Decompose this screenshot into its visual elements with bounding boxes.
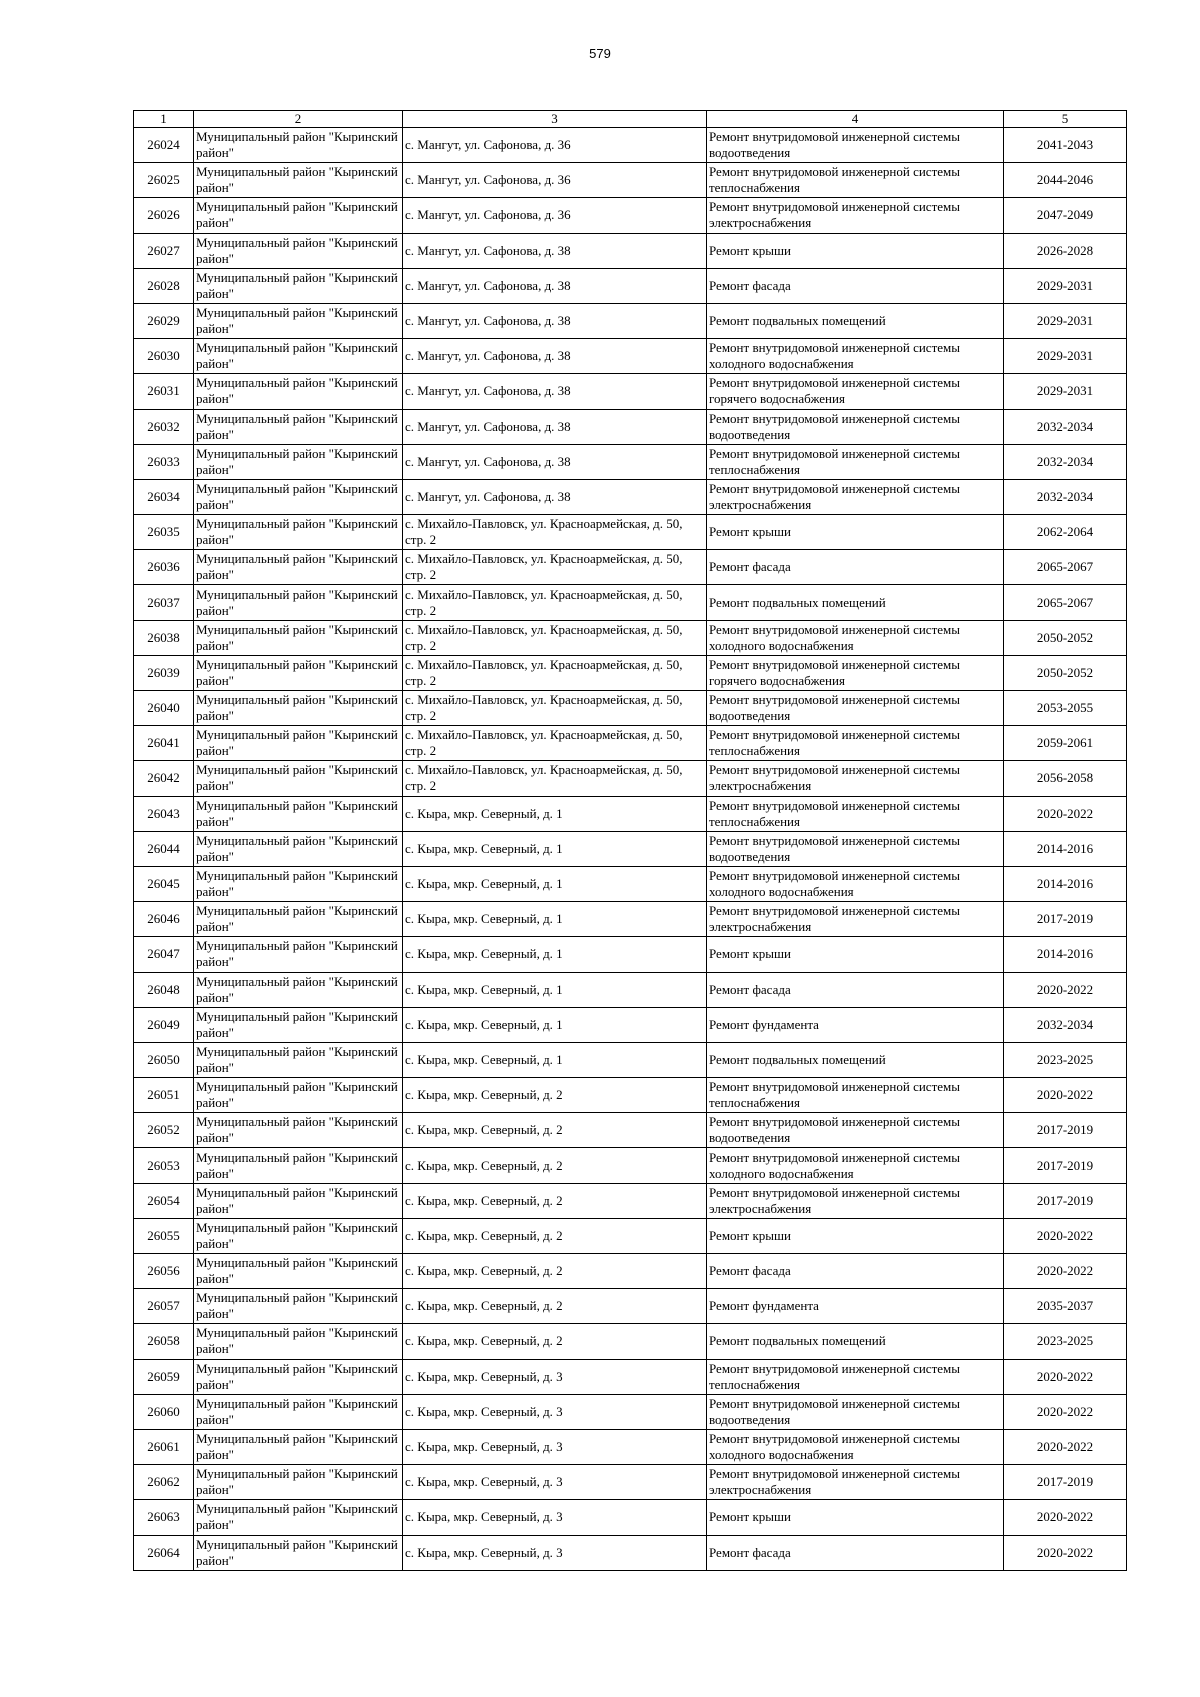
table-row [134,1254,1127,1289]
table-row [134,585,1127,620]
work-type-cell: Ремонт внутридомовой инженерной системы теплоснабжения [707,726,1004,761]
municipality-cell: Муниципальный район "Кыринский район" [194,1535,403,1570]
municipality-cell: Муниципальный район "Кыринский район" [194,1148,403,1183]
row-number: 26027 [134,233,194,268]
table-row [134,444,1127,479]
address-cell: с. Кыра, мкр. Северный, д. 2 [403,1183,707,1218]
work-type-cell: Ремонт фасада [707,268,1004,303]
row-number: 26032 [134,409,194,444]
row-number: 26048 [134,972,194,1007]
table-row [134,866,1127,901]
address-cell: с. Кыра, мкр. Северный, д. 1 [403,1007,707,1042]
row-number: 26038 [134,620,194,655]
row-number: 26058 [134,1324,194,1359]
municipality-cell: Муниципальный район "Кыринский район" [194,198,403,233]
period-cell: 2023-2025 [1004,1324,1127,1359]
table-row [134,796,1127,831]
row-number: 26063 [134,1500,194,1535]
work-type-cell: Ремонт внутридомовой инженерной системы водоотведения [707,831,1004,866]
table-row [134,1465,1127,1500]
work-type-cell: Ремонт внутридомовой инженерной системы электроснабжения [707,761,1004,796]
table-row [134,515,1127,550]
work-type-cell: Ремонт подвальных помещений [707,1042,1004,1077]
address-cell: с. Кыра, мкр. Северный, д. 3 [403,1500,707,1535]
table-row [134,374,1127,409]
row-number: 26030 [134,339,194,374]
period-cell: 2056-2058 [1004,761,1127,796]
municipality-cell: Муниципальный район "Кыринский район" [194,233,403,268]
work-type-cell: Ремонт крыши [707,515,1004,550]
address-cell: с. Мангут, ул. Сафонова, д. 38 [403,479,707,514]
municipality-cell: Муниципальный район "Кыринский район" [194,1359,403,1394]
row-number: 26060 [134,1394,194,1429]
municipality-cell: Муниципальный район "Кыринский район" [194,409,403,444]
period-cell: 2035-2037 [1004,1289,1127,1324]
address-cell: с. Мангут, ул. Сафонова, д. 38 [403,374,707,409]
table-row [134,1183,1127,1218]
row-number: 26026 [134,198,194,233]
period-cell: 2041-2043 [1004,128,1127,163]
address-cell: с. Михайло-Павловск, ул. Красноармейская, д. 50, стр. 2 [403,691,707,726]
table-row [134,761,1127,796]
address-cell: с. Кыра, мкр. Северный, д. 3 [403,1429,707,1464]
municipality-cell: Муниципальный район "Кыринский район" [194,128,403,163]
work-type-cell: Ремонт внутридомовой инженерной системы холодного водоснабжения [707,339,1004,374]
repair-schedule-table [133,110,1127,1571]
work-type-cell: Ремонт подвальных помещений [707,1324,1004,1359]
municipality-cell: Муниципальный район "Кыринский район" [194,268,403,303]
work-type-cell: Ремонт внутридомовой инженерной системы горячего водоснабжения [707,374,1004,409]
table-row [134,409,1127,444]
row-number: 26053 [134,1148,194,1183]
address-cell: с. Мангут, ул. Сафонова, д. 36 [403,163,707,198]
address-cell: с. Кыра, мкр. Северный, д. 2 [403,1113,707,1148]
period-cell: 2020-2022 [1004,1394,1127,1429]
address-cell: с. Кыра, мкр. Северный, д. 2 [403,1218,707,1253]
period-cell: 2053-2055 [1004,691,1127,726]
row-number: 26062 [134,1465,194,1500]
table-row [134,163,1127,198]
period-cell: 2050-2052 [1004,655,1127,690]
period-cell: 2017-2019 [1004,1113,1127,1148]
work-type-cell: Ремонт фундамента [707,1007,1004,1042]
work-type-cell: Ремонт внутридомовой инженерной системы теплоснабжения [707,163,1004,198]
table-row [134,198,1127,233]
period-cell: 2020-2022 [1004,1254,1127,1289]
row-number: 26033 [134,444,194,479]
period-cell: 2065-2067 [1004,585,1127,620]
period-cell: 2029-2031 [1004,339,1127,374]
period-cell: 2032-2034 [1004,479,1127,514]
address-cell: с. Михайло-Павловск, ул. Красноармейская, д. 50, стр. 2 [403,726,707,761]
address-cell: с. Мангут, ул. Сафонова, д. 38 [403,233,707,268]
address-cell: с. Кыра, мкр. Северный, д. 1 [403,866,707,901]
table-row [134,1007,1127,1042]
address-cell: с. Кыра, мкр. Северный, д. 1 [403,972,707,1007]
period-cell: 2020-2022 [1004,1535,1127,1570]
period-cell: 2017-2019 [1004,1148,1127,1183]
table-row [134,726,1127,761]
address-cell: с. Мангут, ул. Сафонова, д. 38 [403,268,707,303]
work-type-cell: Ремонт внутридомовой инженерной системы холодного водоснабжения [707,1429,1004,1464]
row-number: 26039 [134,655,194,690]
work-type-cell: Ремонт подвальных помещений [707,585,1004,620]
address-cell: с. Михайло-Павловск, ул. Красноармейская, д. 50, стр. 2 [403,761,707,796]
period-cell: 2062-2064 [1004,515,1127,550]
row-number: 26055 [134,1218,194,1253]
work-type-cell: Ремонт крыши [707,233,1004,268]
table-row [134,303,1127,338]
address-cell: с. Михайло-Павловск, ул. Красноармейская, д. 50, стр. 2 [403,585,707,620]
table-body [134,128,1127,1571]
municipality-cell: Муниципальный район "Кыринский район" [194,479,403,514]
address-cell: с. Мангут, ул. Сафонова, д. 36 [403,198,707,233]
row-number: 26051 [134,1078,194,1113]
work-type-cell: Ремонт фасада [707,1535,1004,1570]
header-col-4: 4 [707,111,1004,128]
period-cell: 2017-2019 [1004,1465,1127,1500]
address-cell: с. Кыра, мкр. Северный, д. 3 [403,1359,707,1394]
table-row [134,233,1127,268]
address-cell: с. Михайло-Павловск, ул. Красноармейская, д. 50, стр. 2 [403,655,707,690]
work-type-cell: Ремонт внутридомовой инженерной системы электроснабжения [707,1183,1004,1218]
municipality-cell: Муниципальный район "Кыринский район" [194,1500,403,1535]
row-number: 26045 [134,866,194,901]
header-col-5: 5 [1004,111,1127,128]
period-cell: 2047-2049 [1004,198,1127,233]
period-cell: 2029-2031 [1004,374,1127,409]
table-row [134,1535,1127,1570]
period-cell: 2029-2031 [1004,303,1127,338]
row-number: 26040 [134,691,194,726]
row-number: 26047 [134,937,194,972]
work-type-cell: Ремонт внутридомовой инженерной системы горячего водоснабжения [707,655,1004,690]
municipality-cell: Муниципальный район "Кыринский район" [194,1042,403,1077]
period-cell: 2032-2034 [1004,444,1127,479]
table-row [134,1394,1127,1429]
address-cell: с. Кыра, мкр. Северный, д. 3 [403,1394,707,1429]
municipality-cell: Муниципальный район "Кыринский район" [194,902,403,937]
municipality-cell: Муниципальный район "Кыринский район" [194,866,403,901]
municipality-cell: Муниципальный район "Кыринский район" [194,1007,403,1042]
municipality-cell: Муниципальный район "Кыринский район" [194,303,403,338]
address-cell: с. Мангут, ул. Сафонова, д. 38 [403,409,707,444]
period-cell: 2065-2067 [1004,550,1127,585]
period-cell: 2029-2031 [1004,268,1127,303]
municipality-cell: Муниципальный район "Кыринский район" [194,655,403,690]
period-cell: 2017-2019 [1004,902,1127,937]
period-cell: 2044-2046 [1004,163,1127,198]
row-number: 26049 [134,1007,194,1042]
municipality-cell: Муниципальный район "Кыринский район" [194,585,403,620]
municipality-cell: Муниципальный район "Кыринский район" [194,339,403,374]
period-cell: 2020-2022 [1004,1429,1127,1464]
work-type-cell: Ремонт внутридомовой инженерной системы водоотведения [707,128,1004,163]
work-type-cell: Ремонт внутридомовой инженерной системы теплоснабжения [707,1359,1004,1394]
address-cell: с. Кыра, мкр. Северный, д. 2 [403,1289,707,1324]
table-row [134,831,1127,866]
table-row [134,479,1127,514]
period-cell: 2020-2022 [1004,1218,1127,1253]
page-number: 579 [589,46,611,61]
municipality-cell: Муниципальный район "Кыринский район" [194,1078,403,1113]
work-type-cell: Ремонт подвальных помещений [707,303,1004,338]
address-cell: с. Кыра, мкр. Северный, д. 3 [403,1535,707,1570]
period-cell: 2020-2022 [1004,1078,1127,1113]
table-row [134,937,1127,972]
period-cell: 2023-2025 [1004,1042,1127,1077]
address-cell: с. Мангут, ул. Сафонова, д. 38 [403,444,707,479]
row-number: 26059 [134,1359,194,1394]
work-type-cell: Ремонт внутридомовой инженерной системы электроснабжения [707,1465,1004,1500]
municipality-cell: Муниципальный район "Кыринский район" [194,1183,403,1218]
work-type-cell: Ремонт внутридомовой инженерной системы электроснабжения [707,902,1004,937]
municipality-cell: Муниципальный район "Кыринский район" [194,1394,403,1429]
row-number: 26042 [134,761,194,796]
row-number: 26031 [134,374,194,409]
table-row [134,339,1127,374]
work-type-cell: Ремонт внутридомовой инженерной системы теплоснабжения [707,796,1004,831]
municipality-cell: Муниципальный район "Кыринский район" [194,515,403,550]
row-number: 26029 [134,303,194,338]
municipality-cell: Муниципальный район "Кыринский район" [194,1113,403,1148]
municipality-cell: Муниципальный район "Кыринский район" [194,726,403,761]
row-number: 26046 [134,902,194,937]
municipality-cell: Муниципальный район "Кыринский район" [194,163,403,198]
municipality-cell: Муниципальный район "Кыринский район" [194,1218,403,1253]
table-row [134,1113,1127,1148]
municipality-cell: Муниципальный район "Кыринский район" [194,761,403,796]
header-row [134,111,1127,128]
address-cell: с. Кыра, мкр. Северный, д. 1 [403,796,707,831]
municipality-cell: Муниципальный район "Кыринский район" [194,1254,403,1289]
work-type-cell: Ремонт внутридомовой инженерной системы холодного водоснабжения [707,866,1004,901]
address-cell: с. Мангут, ул. Сафонова, д. 36 [403,128,707,163]
table-row [134,1324,1127,1359]
table-row [134,972,1127,1007]
row-number: 26024 [134,128,194,163]
address-cell: с. Кыра, мкр. Северный, д. 2 [403,1254,707,1289]
work-type-cell: Ремонт внутридомовой инженерной системы электроснабжения [707,479,1004,514]
municipality-cell: Муниципальный район "Кыринский район" [194,1429,403,1464]
period-cell: 2032-2034 [1004,409,1127,444]
municipality-cell: Муниципальный район "Кыринский район" [194,374,403,409]
work-type-cell: Ремонт фасада [707,972,1004,1007]
table-row [134,550,1127,585]
period-cell: 2032-2034 [1004,1007,1127,1042]
row-number: 26028 [134,268,194,303]
work-type-cell: Ремонт внутридомовой инженерной системы теплоснабжения [707,1078,1004,1113]
period-cell: 2020-2022 [1004,796,1127,831]
row-number: 26037 [134,585,194,620]
work-type-cell: Ремонт фундамента [707,1289,1004,1324]
work-type-cell: Ремонт внутридомовой инженерной системы холодного водоснабжения [707,620,1004,655]
table-row [134,1042,1127,1077]
table-row [134,1500,1127,1535]
address-cell: с. Кыра, мкр. Северный, д. 1 [403,831,707,866]
row-number: 26056 [134,1254,194,1289]
row-number: 26035 [134,515,194,550]
municipality-cell: Муниципальный район "Кыринский район" [194,972,403,1007]
work-type-cell: Ремонт внутридомовой инженерной системы холодного водоснабжения [707,1148,1004,1183]
work-type-cell: Ремонт внутридомовой инженерной системы водоотведения [707,1394,1004,1429]
table-row [134,1148,1127,1183]
row-number: 26061 [134,1429,194,1464]
period-cell: 2020-2022 [1004,1359,1127,1394]
municipality-cell: Муниципальный район "Кыринский район" [194,1465,403,1500]
address-cell: с. Михайло-Павловск, ул. Красноармейская, д. 50, стр. 2 [403,550,707,585]
table-row [134,128,1127,163]
municipality-cell: Муниципальный район "Кыринский район" [194,796,403,831]
address-cell: с. Кыра, мкр. Северный, д. 2 [403,1148,707,1183]
period-cell: 2014-2016 [1004,866,1127,901]
address-cell: с. Кыра, мкр. Северный, д. 1 [403,937,707,972]
period-cell: 2014-2016 [1004,831,1127,866]
address-cell: с. Кыра, мкр. Северный, д. 1 [403,902,707,937]
work-type-cell: Ремонт фасада [707,1254,1004,1289]
municipality-cell: Муниципальный район "Кыринский район" [194,1324,403,1359]
work-type-cell: Ремонт фасада [707,550,1004,585]
work-type-cell: Ремонт крыши [707,1218,1004,1253]
municipality-cell: Муниципальный район "Кыринский район" [194,691,403,726]
period-cell: 2020-2022 [1004,972,1127,1007]
table-row [134,1218,1127,1253]
row-number: 26036 [134,550,194,585]
table-row [134,655,1127,690]
table-row [134,691,1127,726]
municipality-cell: Муниципальный район "Кыринский район" [194,1289,403,1324]
period-cell: 2050-2052 [1004,620,1127,655]
row-number: 26064 [134,1535,194,1570]
address-cell: с. Кыра, мкр. Северный, д. 3 [403,1465,707,1500]
row-number: 26054 [134,1183,194,1218]
row-number: 26025 [134,163,194,198]
municipality-cell: Муниципальный район "Кыринский район" [194,444,403,479]
row-number: 26044 [134,831,194,866]
table-row [134,620,1127,655]
address-cell: с. Михайло-Павловск, ул. Красноармейская, д. 50, стр. 2 [403,515,707,550]
table-row [134,1078,1127,1113]
municipality-cell: Муниципальный район "Кыринский район" [194,831,403,866]
table-row [134,1289,1127,1324]
table-row [134,268,1127,303]
period-cell: 2026-2028 [1004,233,1127,268]
address-cell: с. Кыра, мкр. Северный, д. 2 [403,1324,707,1359]
row-number: 26057 [134,1289,194,1324]
period-cell: 2059-2061 [1004,726,1127,761]
work-type-cell: Ремонт внутридомовой инженерной системы водоотведения [707,691,1004,726]
header-col-1: 1 [134,111,194,128]
row-number: 26050 [134,1042,194,1077]
row-number: 26052 [134,1113,194,1148]
address-cell: с. Михайло-Павловск, ул. Красноармейская, д. 50, стр. 2 [403,620,707,655]
period-cell: 2017-2019 [1004,1183,1127,1218]
period-cell: 2020-2022 [1004,1500,1127,1535]
table-row [134,1359,1127,1394]
municipality-cell: Муниципальный район "Кыринский район" [194,937,403,972]
row-number: 26041 [134,726,194,761]
work-type-cell: Ремонт внутридомовой инженерной системы электроснабжения [707,198,1004,233]
period-cell: 2014-2016 [1004,937,1127,972]
work-type-cell: Ремонт внутридомовой инженерной системы водоотведения [707,409,1004,444]
header-col-3: 3 [403,111,707,128]
municipality-cell: Муниципальный район "Кыринский район" [194,620,403,655]
header-col-2: 2 [194,111,403,128]
address-cell: с. Мангут, ул. Сафонова, д. 38 [403,303,707,338]
row-number: 26043 [134,796,194,831]
address-cell: с. Мангут, ул. Сафонова, д. 38 [403,339,707,374]
table-header [134,111,1127,128]
row-number: 26034 [134,479,194,514]
table-row [134,902,1127,937]
work-type-cell: Ремонт внутридомовой инженерной системы водоотведения [707,1113,1004,1148]
work-type-cell: Ремонт внутридомовой инженерной системы теплоснабжения [707,444,1004,479]
address-cell: с. Кыра, мкр. Северный, д. 1 [403,1042,707,1077]
work-type-cell: Ремонт крыши [707,1500,1004,1535]
work-type-cell: Ремонт крыши [707,937,1004,972]
address-cell: с. Кыра, мкр. Северный, д. 2 [403,1078,707,1113]
table-row [134,1429,1127,1464]
municipality-cell: Муниципальный район "Кыринский район" [194,550,403,585]
